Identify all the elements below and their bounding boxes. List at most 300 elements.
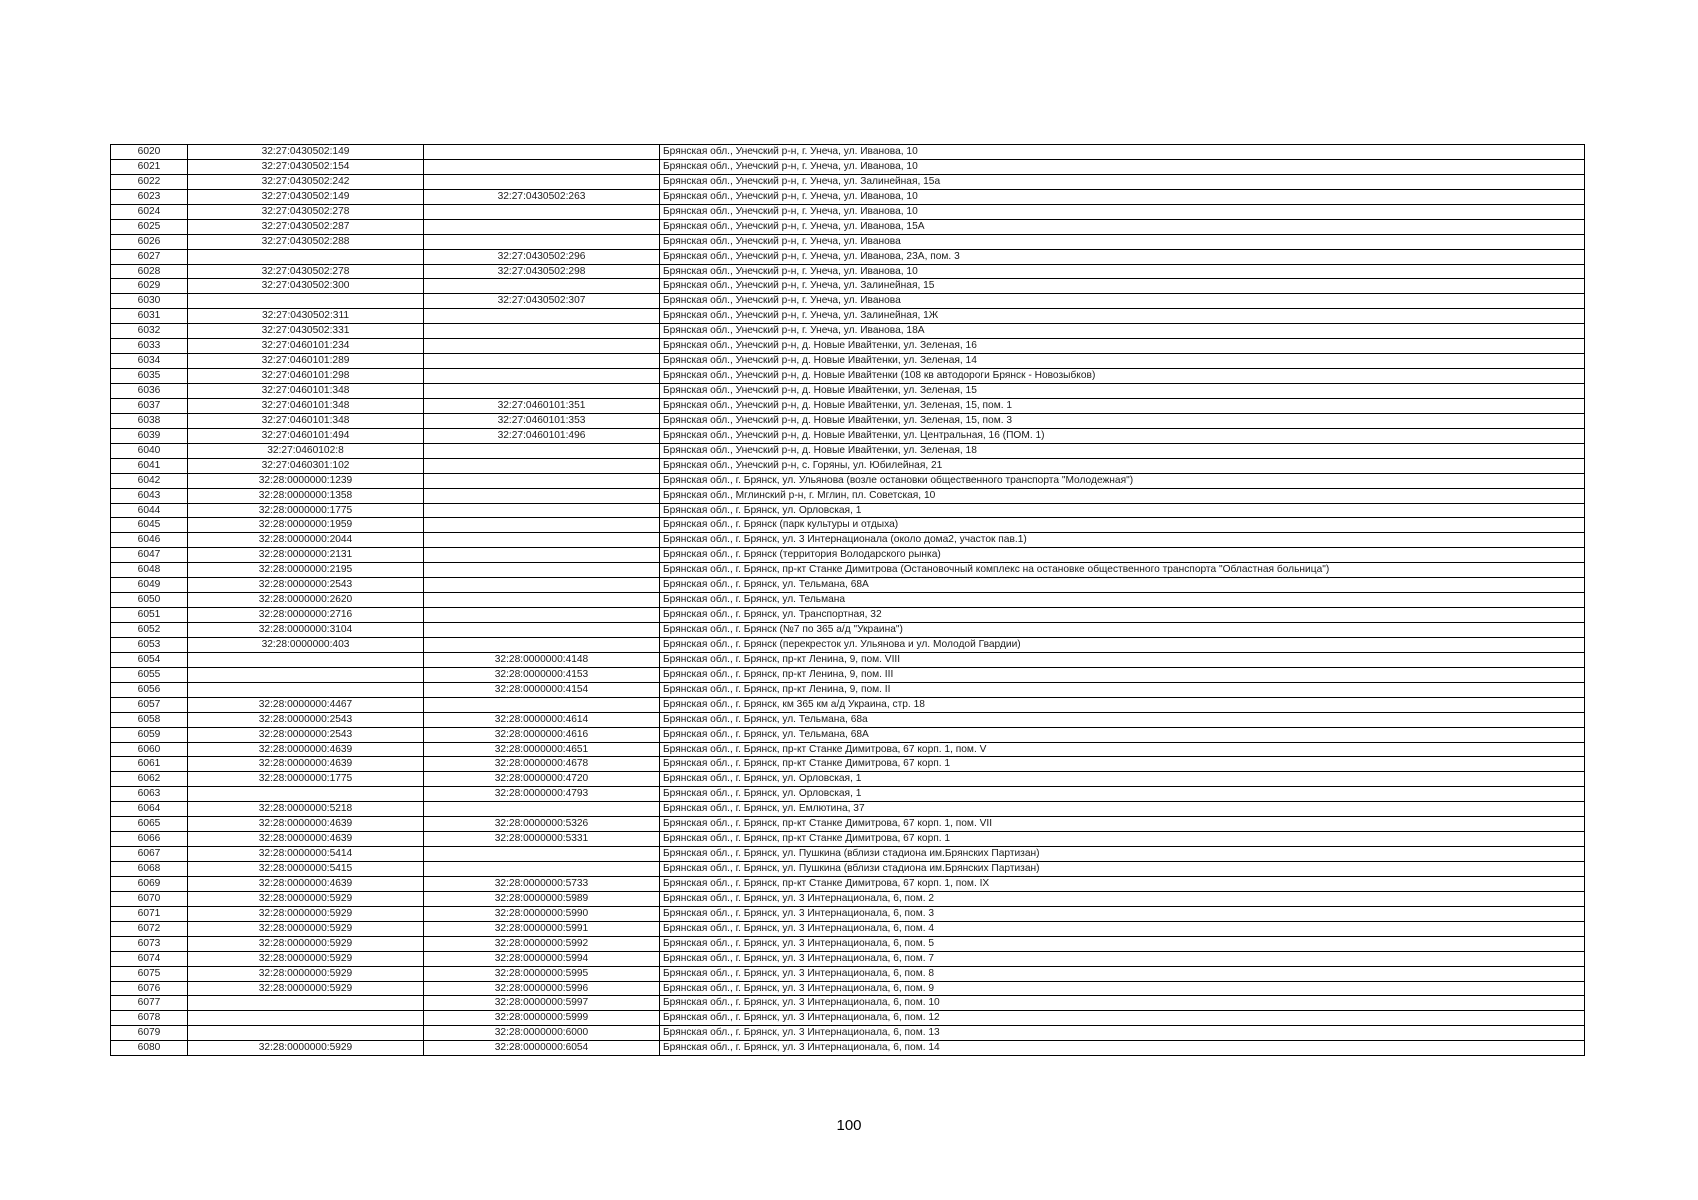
table-row [111, 189, 1585, 204]
object-number-cell [424, 578, 660, 593]
address-cell: Брянская обл., г. Брянск, ул. 3 Интернационала, 6, пом. 2 [660, 891, 1585, 906]
address-cell: Брянская обл., г. Брянск (территория Володарского рынка) [660, 548, 1585, 563]
table-row [111, 772, 1585, 787]
cadastral-number-cell: 32:27:0430502:311 [188, 309, 424, 324]
address-cell: Брянская обл., Унечский р-н, с. Горяны, ул. Юбилейная, 21 [660, 458, 1585, 473]
object-number-cell [424, 637, 660, 652]
object-number-cell: 32:28:0000000:4153 [424, 667, 660, 682]
row-number-cell: 6023 [111, 189, 188, 204]
row-number-cell: 6064 [111, 802, 188, 817]
table-row [111, 1011, 1585, 1026]
row-number-cell: 6037 [111, 398, 188, 413]
address-cell: Брянская обл., г. Брянск, пр-кт Станке Димитрова, 67 корп. 1, пом. V [660, 742, 1585, 757]
row-number-cell: 6056 [111, 682, 188, 697]
table-row [111, 533, 1585, 548]
object-number-cell: 32:27:0460101:351 [424, 398, 660, 413]
object-number-cell: 32:28:0000000:4651 [424, 742, 660, 757]
address-cell: Брянская обл., г. Брянск, пр-кт Станке Димитрова, 67 корп. 1 [660, 757, 1585, 772]
address-cell: Брянская обл., г. Брянск, ул. 3 Интернационала (около дома2, участок пав.1) [660, 533, 1585, 548]
table-row [111, 488, 1585, 503]
row-number-cell: 6046 [111, 533, 188, 548]
table-row [111, 742, 1585, 757]
object-number-cell: 32:28:0000000:4148 [424, 652, 660, 667]
row-number-cell: 6047 [111, 548, 188, 563]
address-cell: Брянская обл., г. Брянск, ул. Пушкина (вблизи стадиона им.Брянских Партизан) [660, 862, 1585, 877]
address-cell: Брянская обл., Унечский р-н, г. Унеча, ул. Иванова, 10 [660, 145, 1585, 160]
address-cell: Брянская обл., г. Брянск (перекресток ул. Ульянова и ул. Молодой Гвардии) [660, 637, 1585, 652]
address-cell: Брянская обл., Унечский р-н, г. Унеча, ул. Иванова, 18А [660, 324, 1585, 339]
row-number-cell: 6027 [111, 249, 188, 264]
table-row [111, 578, 1585, 593]
table-row [111, 384, 1585, 399]
table-row [111, 473, 1585, 488]
cadastral-number-cell: 32:28:0000000:1239 [188, 473, 424, 488]
cadastral-number-cell: 32:28:0000000:4639 [188, 817, 424, 832]
object-number-cell: 32:28:0000000:5733 [424, 876, 660, 891]
table-row [111, 637, 1585, 652]
cadastral-number-cell: 32:28:0000000:5929 [188, 981, 424, 996]
row-number-cell: 6054 [111, 652, 188, 667]
row-number-cell: 6040 [111, 443, 188, 458]
cadastral-number-cell: 32:28:0000000:5929 [188, 906, 424, 921]
object-number-cell [424, 518, 660, 533]
row-number-cell: 6053 [111, 637, 188, 652]
row-number-cell: 6075 [111, 966, 188, 981]
row-number-cell: 6077 [111, 996, 188, 1011]
cadastral-number-cell: 32:28:0000000:2716 [188, 608, 424, 623]
address-cell: Брянская обл., Унечский р-н, г. Унеча, ул. Залинейная, 15 [660, 279, 1585, 294]
table-row [111, 966, 1585, 981]
object-number-cell [424, 354, 660, 369]
row-number-cell: 6078 [111, 1011, 188, 1026]
address-cell: Брянская обл., г. Брянск, ул. Емлютина, 37 [660, 802, 1585, 817]
object-number-cell: 32:28:0000000:4720 [424, 772, 660, 787]
object-number-cell: 32:28:0000000:5991 [424, 921, 660, 936]
row-number-cell: 6073 [111, 936, 188, 951]
row-number-cell: 6065 [111, 817, 188, 832]
cadastral-number-cell: 32:27:0430502:149 [188, 145, 424, 160]
object-number-cell [424, 384, 660, 399]
cadastral-number-cell: 32:28:0000000:4467 [188, 697, 424, 712]
table-row [111, 428, 1585, 443]
table-row [111, 608, 1585, 623]
cadastral-number-cell: 32:28:0000000:1775 [188, 772, 424, 787]
cadastral-number-cell [188, 996, 424, 1011]
cadastral-number-cell: 32:27:0460101:289 [188, 354, 424, 369]
cadastral-number-cell: 32:27:0460101:348 [188, 413, 424, 428]
object-number-cell: 32:28:0000000:5999 [424, 1011, 660, 1026]
object-number-cell: 32:28:0000000:6000 [424, 1026, 660, 1041]
table-row [111, 219, 1585, 234]
object-number-cell [424, 697, 660, 712]
address-cell: Брянская обл., г. Брянск, ул. Пушкина (вблизи стадиона им.Брянских Партизан) [660, 847, 1585, 862]
table-row [111, 563, 1585, 578]
cadastral-number-cell: 32:27:0430502:154 [188, 159, 424, 174]
table-row [111, 234, 1585, 249]
object-number-cell: 32:28:0000000:5994 [424, 951, 660, 966]
table-row [111, 324, 1585, 339]
row-number-cell: 6032 [111, 324, 188, 339]
cadastral-number-cell: 32:28:0000000:5929 [188, 891, 424, 906]
table-row [111, 339, 1585, 354]
cadastral-number-cell: 32:28:0000000:5929 [188, 966, 424, 981]
object-number-cell [424, 802, 660, 817]
address-cell: Брянская обл., г. Брянск, ул. 3 Интернационала, 6, пом. 9 [660, 981, 1585, 996]
cadastral-number-cell: 32:28:0000000:2543 [188, 578, 424, 593]
table-row [111, 847, 1585, 862]
address-cell: Брянская обл., г. Брянск, пр-кт Ленина, 9, пом. II [660, 682, 1585, 697]
row-number-cell: 6071 [111, 906, 188, 921]
row-number-cell: 6060 [111, 742, 188, 757]
table-row [111, 518, 1585, 533]
cadastral-number-cell [188, 787, 424, 802]
object-number-cell: 32:28:0000000:5996 [424, 981, 660, 996]
row-number-cell: 6059 [111, 727, 188, 742]
row-number-cell: 6062 [111, 772, 188, 787]
address-cell: Брянская обл., г. Брянск, ул. Орловская, 1 [660, 772, 1585, 787]
address-cell: Брянская обл., г. Брянск, ул. 3 Интернационала, 6, пом. 8 [660, 966, 1585, 981]
table-row [111, 354, 1585, 369]
row-number-cell: 6031 [111, 309, 188, 324]
table-row [111, 727, 1585, 742]
registry-table-body [111, 145, 1585, 1056]
object-number-cell: 32:28:0000000:4678 [424, 757, 660, 772]
address-cell: Брянская обл., Унечский р-н, д. Новые Ивайтенки, ул. Зеленая, 15, пом. 3 [660, 413, 1585, 428]
object-number-cell: 32:27:0430502:298 [424, 264, 660, 279]
row-number-cell: 6079 [111, 1026, 188, 1041]
row-number-cell: 6025 [111, 219, 188, 234]
table-row [111, 996, 1585, 1011]
row-number-cell: 6067 [111, 847, 188, 862]
cadastral-number-cell: 32:28:0000000:5415 [188, 862, 424, 877]
cadastral-number-cell: 32:27:0460102:8 [188, 443, 424, 458]
row-number-cell: 6076 [111, 981, 188, 996]
address-cell: Брянская обл., Унечский р-н, г. Унеча, ул. Иванова, 10 [660, 189, 1585, 204]
object-number-cell: 32:28:0000000:4793 [424, 787, 660, 802]
row-number-cell: 6021 [111, 159, 188, 174]
address-cell: Брянская обл., г. Брянск, ул. Орловская, 1 [660, 503, 1585, 518]
address-cell: Брянская обл., Унечский р-н, д. Новые Ивайтенки, ул. Зеленая, 16 [660, 339, 1585, 354]
address-cell: Брянская обл., г. Брянск, ул. 3 Интернационала, 6, пом. 4 [660, 921, 1585, 936]
address-cell: Брянская обл., г. Брянск, ул. 3 Интернационала, 6, пом. 12 [660, 1011, 1585, 1026]
table-row [111, 936, 1585, 951]
page-number: 100 [836, 1117, 862, 1134]
cadastral-number-cell [188, 249, 424, 264]
row-number-cell: 6058 [111, 712, 188, 727]
address-cell: Брянская обл., г. Брянск, ул. 3 Интернационала, 6, пом. 3 [660, 906, 1585, 921]
address-cell: Брянская обл., г. Брянск, ул. 3 Интернационала, 6, пом. 14 [660, 1041, 1585, 1056]
cadastral-number-cell: 32:27:0430502:278 [188, 204, 424, 219]
table-row [111, 413, 1585, 428]
address-cell: Брянская обл., Унечский р-н, г. Унеча, ул. Залинейная, 1Ж [660, 309, 1585, 324]
object-number-cell: 32:27:0430502:296 [424, 249, 660, 264]
address-cell: Брянская обл., г. Брянск, пр-кт Ленина, 9, пом. III [660, 667, 1585, 682]
row-number-cell: 6022 [111, 174, 188, 189]
object-number-cell: 32:28:0000000:5331 [424, 832, 660, 847]
cadastral-number-cell: 32:28:0000000:2044 [188, 533, 424, 548]
row-number-cell: 6068 [111, 862, 188, 877]
object-number-cell [424, 862, 660, 877]
row-number-cell: 6069 [111, 876, 188, 891]
row-number-cell: 6049 [111, 578, 188, 593]
cadastral-number-cell: 32:27:0460101:494 [188, 428, 424, 443]
row-number-cell: 6063 [111, 787, 188, 802]
table-row [111, 309, 1585, 324]
cadastral-number-cell: 32:27:0430502:288 [188, 234, 424, 249]
table-row [111, 204, 1585, 219]
row-number-cell: 6039 [111, 428, 188, 443]
object-number-cell: 32:28:0000000:4616 [424, 727, 660, 742]
cadastral-number-cell: 32:28:0000000:5929 [188, 936, 424, 951]
address-cell: Брянская обл., Унечский р-н, г. Унеча, ул. Иванова, 10 [660, 159, 1585, 174]
cadastral-number-cell [188, 1026, 424, 1041]
cadastral-number-cell: 32:28:0000000:5929 [188, 921, 424, 936]
object-number-cell [424, 443, 660, 458]
address-cell: Брянская обл., Унечский р-н, г. Унеча, ул. Иванова [660, 294, 1585, 309]
object-number-cell [424, 159, 660, 174]
address-cell: Брянская обл., Унечский р-н, г. Унеча, ул. Иванова, 15А [660, 219, 1585, 234]
cadastral-number-cell: 32:27:0460101:348 [188, 384, 424, 399]
address-cell: Брянская обл., г. Брянск, ул. Тельмана [660, 593, 1585, 608]
row-number-cell: 6051 [111, 608, 188, 623]
cadastral-number-cell: 32:28:0000000:4639 [188, 876, 424, 891]
address-cell: Брянская обл., г. Брянск (парк культуры и отдыха) [660, 518, 1585, 533]
object-number-cell [424, 473, 660, 488]
address-cell: Брянская обл., г. Брянск, ул. Тельмана, 68А [660, 727, 1585, 742]
object-number-cell: 32:28:0000000:5995 [424, 966, 660, 981]
table-row [111, 876, 1585, 891]
address-cell: Брянская обл., Унечский р-н, д. Новые Ивайтенки, ул. Зеленая, 18 [660, 443, 1585, 458]
cadastral-number-cell: 32:28:0000000:2620 [188, 593, 424, 608]
address-cell: Брянская обл., г. Брянск, пр-кт Станке Димитрова, 67 корп. 1, пом. VII [660, 817, 1585, 832]
address-cell: Брянская обл., г. Брянск, ул. 3 Интернационала, 6, пом. 13 [660, 1026, 1585, 1041]
cadastral-number-cell: 32:27:0430502:287 [188, 219, 424, 234]
cadastral-number-cell: 32:28:0000000:4639 [188, 742, 424, 757]
address-cell: Брянская обл., г. Брянск, ул. 3 Интернационала, 6, пом. 5 [660, 936, 1585, 951]
table-row [111, 294, 1585, 309]
cadastral-number-cell: 32:28:0000000:3104 [188, 623, 424, 638]
row-number-cell: 6050 [111, 593, 188, 608]
address-cell: Брянская обл., г. Брянск, пр-кт Станке Димитрова (Остановочный комплекс на остановке общественного транспорта "Областная больница") [660, 563, 1585, 578]
cadastral-number-cell: 32:28:0000000:2543 [188, 727, 424, 742]
object-number-cell: 32:28:0000000:5990 [424, 906, 660, 921]
table-row [111, 279, 1585, 294]
object-number-cell [424, 847, 660, 862]
object-number-cell: 32:28:0000000:4154 [424, 682, 660, 697]
cadastral-number-cell: 32:28:0000000:1358 [188, 488, 424, 503]
table-row [111, 697, 1585, 712]
row-number-cell: 6074 [111, 951, 188, 966]
address-cell: Брянская обл., Унечский р-н, д. Новые Ивайтенки, ул. Зеленая, 15, пом. 1 [660, 398, 1585, 413]
row-number-cell: 6036 [111, 384, 188, 399]
address-cell: Брянская обл., г. Брянск (№7 по 365 а/д "Украина") [660, 623, 1585, 638]
row-number-cell: 6030 [111, 294, 188, 309]
registry-table [110, 144, 1585, 1056]
row-number-cell: 6042 [111, 473, 188, 488]
object-number-cell [424, 174, 660, 189]
object-number-cell [424, 219, 660, 234]
address-cell: Брянская обл., Унечский р-н, г. Унеча, ул. Иванова, 23А, пом. 3 [660, 249, 1585, 264]
object-number-cell: 32:28:0000000:5992 [424, 936, 660, 951]
row-number-cell: 6048 [111, 563, 188, 578]
cadastral-number-cell: 32:28:0000000:2543 [188, 712, 424, 727]
table-row [111, 159, 1585, 174]
object-number-cell [424, 309, 660, 324]
object-number-cell [424, 563, 660, 578]
cadastral-number-cell [188, 1011, 424, 1026]
object-number-cell: 32:27:0430502:307 [424, 294, 660, 309]
object-number-cell [424, 503, 660, 518]
cadastral-number-cell: 32:28:0000000:1775 [188, 503, 424, 518]
object-number-cell: 32:28:0000000:6054 [424, 1041, 660, 1056]
address-cell: Брянская обл., г. Брянск, ул. 3 Интернационала, 6, пом. 7 [660, 951, 1585, 966]
row-number-cell: 6041 [111, 458, 188, 473]
table-row [111, 757, 1585, 772]
object-number-cell: 32:28:0000000:4614 [424, 712, 660, 727]
cadastral-number-cell: 32:28:0000000:1959 [188, 518, 424, 533]
row-number-cell: 6045 [111, 518, 188, 533]
table-row [111, 443, 1585, 458]
cadastral-number-cell: 32:28:0000000:5929 [188, 1041, 424, 1056]
table-row [111, 458, 1585, 473]
address-cell: Брянская обл., Унечский р-н, г. Унеча, ул. Залинейная, 15а [660, 174, 1585, 189]
address-cell: Брянская обл., Унечский р-н, д. Новые Ивайтенки, ул. Зеленая, 15 [660, 384, 1585, 399]
cadastral-number-cell: 32:27:0430502:331 [188, 324, 424, 339]
object-number-cell [424, 623, 660, 638]
address-cell: Брянская обл., Унечский р-н, г. Унеча, ул. Иванова [660, 234, 1585, 249]
object-number-cell [424, 234, 660, 249]
row-number-cell: 6028 [111, 264, 188, 279]
row-number-cell: 6043 [111, 488, 188, 503]
object-number-cell [424, 279, 660, 294]
table-row [111, 802, 1585, 817]
row-number-cell: 6038 [111, 413, 188, 428]
address-cell: Брянская обл., Унечский р-н, г. Унеча, ул. Иванова, 10 [660, 204, 1585, 219]
cadastral-number-cell: 32:27:0460301:102 [188, 458, 424, 473]
address-cell: Брянская обл., г. Брянск, пр-кт Станке Димитрова, 67 корп. 1 [660, 832, 1585, 847]
object-number-cell: 32:27:0460101:496 [424, 428, 660, 443]
table-row [111, 503, 1585, 518]
address-cell: Брянская обл., Унечский р-н, д. Новые Ивайтенки (108 кв автодороги Брянск - Новозыбков) [660, 369, 1585, 384]
object-number-cell: 32:28:0000000:5326 [424, 817, 660, 832]
row-number-cell: 6020 [111, 145, 188, 160]
address-cell: Брянская обл., г. Брянск, ул. Тельмана, 68А [660, 578, 1585, 593]
table-row [111, 593, 1585, 608]
object-number-cell [424, 488, 660, 503]
row-number-cell: 6034 [111, 354, 188, 369]
table-row [111, 951, 1585, 966]
row-number-cell: 6052 [111, 623, 188, 638]
address-cell: Брянская обл., г. Брянск, ул. 3 Интернационала, 6, пом. 10 [660, 996, 1585, 1011]
cadastral-number-cell [188, 682, 424, 697]
object-number-cell [424, 324, 660, 339]
cadastral-number-cell [188, 652, 424, 667]
object-number-cell [424, 204, 660, 219]
row-number-cell: 6024 [111, 204, 188, 219]
row-number-cell: 6061 [111, 757, 188, 772]
address-cell: Брянская обл., г. Брянск, пр-кт Станке Димитрова, 67 корп. 1, пом. IX [660, 876, 1585, 891]
cadastral-number-cell: 32:28:0000000:5218 [188, 802, 424, 817]
table-row [111, 548, 1585, 563]
object-number-cell [424, 533, 660, 548]
cadastral-number-cell: 32:27:0430502:278 [188, 264, 424, 279]
row-number-cell: 6035 [111, 369, 188, 384]
table-row [111, 1041, 1585, 1056]
table-row [111, 623, 1585, 638]
table-row [111, 1026, 1585, 1041]
cadastral-number-cell: 32:27:0430502:149 [188, 189, 424, 204]
cadastral-number-cell: 32:27:0430502:242 [188, 174, 424, 189]
address-cell: Брянская обл., г. Брянск, ул. Ульянова (возле остановки общественного транспорта "Молодежная") [660, 473, 1585, 488]
cadastral-number-cell: 32:27:0460101:298 [188, 369, 424, 384]
cadastral-number-cell [188, 294, 424, 309]
object-number-cell [424, 339, 660, 354]
row-number-cell: 6080 [111, 1041, 188, 1056]
table-row [111, 369, 1585, 384]
address-cell: Брянская обл., Унечский р-н, г. Унеча, ул. Иванова, 10 [660, 264, 1585, 279]
table-row [111, 981, 1585, 996]
object-number-cell: 32:28:0000000:5997 [424, 996, 660, 1011]
table-row [111, 921, 1585, 936]
object-number-cell [424, 145, 660, 160]
row-number-cell: 6044 [111, 503, 188, 518]
address-cell: Брянская обл., г. Брянск, ул. Транспортная, 32 [660, 608, 1585, 623]
table-row [111, 862, 1585, 877]
table-row [111, 667, 1585, 682]
table-row [111, 174, 1585, 189]
table-row [111, 398, 1585, 413]
row-number-cell: 6072 [111, 921, 188, 936]
cadastral-number-cell: 32:27:0460101:234 [188, 339, 424, 354]
object-number-cell [424, 548, 660, 563]
cadastral-number-cell: 32:28:0000000:2131 [188, 548, 424, 563]
object-number-cell: 32:28:0000000:5989 [424, 891, 660, 906]
address-cell: Брянская обл., г. Брянск, км 365 км а/д Украина, стр. 18 [660, 697, 1585, 712]
cadastral-number-cell: 32:28:0000000:4639 [188, 832, 424, 847]
row-number-cell: 6057 [111, 697, 188, 712]
table-row [111, 891, 1585, 906]
cadastral-number-cell [188, 667, 424, 682]
address-cell: Брянская обл., Унечский р-н, д. Новые Ивайтенки, ул. Центральная, 16 (ПОМ. 1) [660, 428, 1585, 443]
table-row [111, 145, 1585, 160]
address-cell: Брянская обл., г. Брянск, пр-кт Ленина, 9, пом. VIII [660, 652, 1585, 667]
cadastral-number-cell: 32:28:0000000:5414 [188, 847, 424, 862]
object-number-cell [424, 369, 660, 384]
object-number-cell [424, 608, 660, 623]
row-number-cell: 6070 [111, 891, 188, 906]
object-number-cell [424, 593, 660, 608]
object-number-cell: 32:27:0430502:263 [424, 189, 660, 204]
row-number-cell: 6066 [111, 832, 188, 847]
table-row [111, 787, 1585, 802]
cadastral-number-cell: 32:28:0000000:4639 [188, 757, 424, 772]
row-number-cell: 6029 [111, 279, 188, 294]
table-row [111, 249, 1585, 264]
address-cell: Брянская обл., г. Брянск, ул. Орловская, 1 [660, 787, 1585, 802]
cadastral-number-cell: 32:27:0460101:348 [188, 398, 424, 413]
object-number-cell [424, 458, 660, 473]
cadastral-number-cell: 32:28:0000000:5929 [188, 951, 424, 966]
object-number-cell: 32:27:0460101:353 [424, 413, 660, 428]
cadastral-number-cell: 32:28:0000000:2195 [188, 563, 424, 578]
row-number-cell: 6026 [111, 234, 188, 249]
cadastral-number-cell: 32:28:0000000:403 [188, 637, 424, 652]
address-cell: Брянская обл., Унечский р-н, д. Новые Ивайтенки, ул. Зеленая, 14 [660, 354, 1585, 369]
address-cell: Брянская обл., г. Брянск, ул. Тельмана, 68а [660, 712, 1585, 727]
cadastral-number-cell: 32:27:0430502:300 [188, 279, 424, 294]
table-row [111, 832, 1585, 847]
table-row [111, 264, 1585, 279]
